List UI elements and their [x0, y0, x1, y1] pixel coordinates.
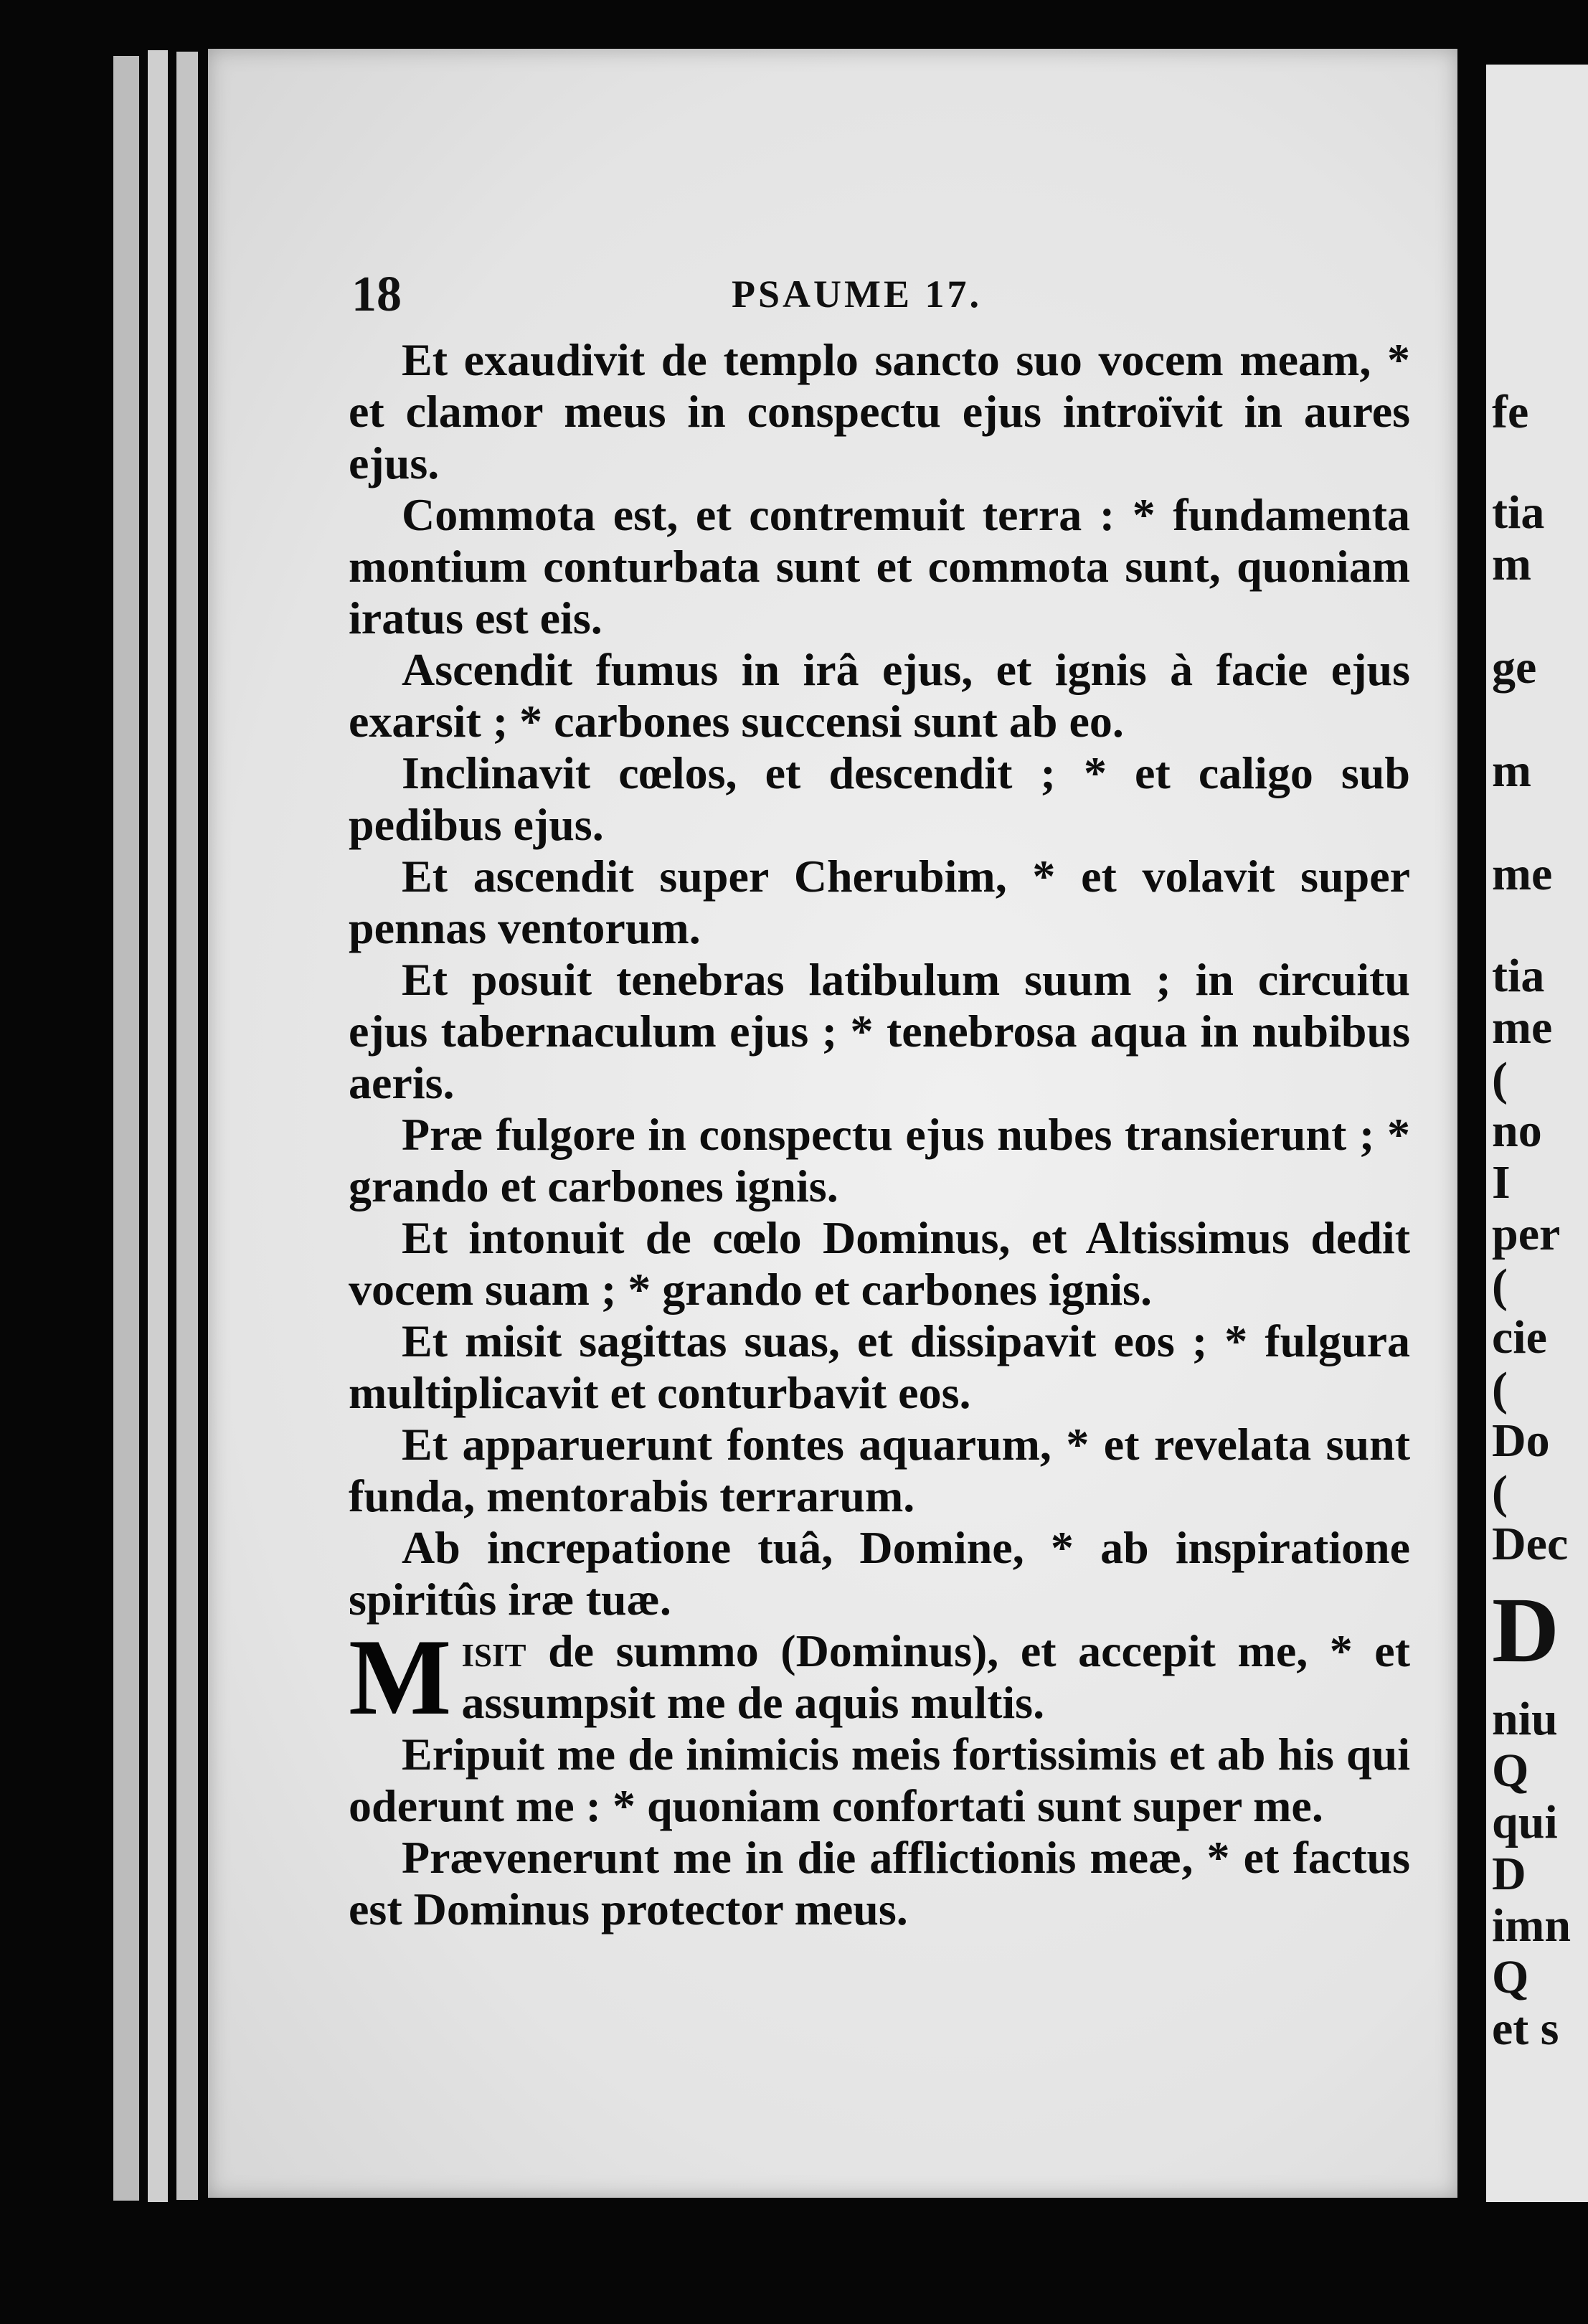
book-edge-outer: [113, 56, 139, 2201]
facing-text: qui: [1492, 1796, 1558, 1848]
facing-text: me: [1492, 848, 1553, 900]
facing-text: Q: [1492, 1951, 1529, 2003]
facing-text: fe: [1492, 386, 1529, 438]
psalm-text: [349, 334, 1410, 1935]
small-caps-word: isit: [461, 1625, 526, 1676]
facing-text: niu: [1492, 1693, 1558, 1745]
verse: Et exaudivit de templo sancto suo vocem meam, * et clamor meus in conspectu ejus introïvit in aures ejus.: [349, 334, 1410, 488]
facing-text: ge: [1492, 641, 1537, 694]
verse: Commota est, et contremuit terra : * fundamenta montium conturbata sunt et commota sunt, quoniam iratus est eis.: [349, 489, 1410, 643]
book-page: [208, 49, 1457, 2198]
verse: Et intonuit de cœlo Dominus, et Altissimus dedit vocem suam ; * grando et carbones ignis.: [349, 1212, 1410, 1315]
facing-page-fragment: [1486, 65, 1588, 2202]
facing-text: imn: [1492, 1899, 1572, 1952]
facing-text: (: [1492, 1363, 1508, 1415]
verse: Et misit sagittas suas, et dissipavit eos ; * fulgura multiplicavit et conturbavit eos.: [349, 1315, 1410, 1418]
facing-text: per: [1492, 1208, 1561, 1260]
verse-rest: de summo (Dominus), et accepit me, * et assumpsit me de aquis multis.: [461, 1625, 1410, 1728]
facing-text: tia: [1492, 486, 1545, 539]
verse: Inclinavit cœlos, et descendit ; * et caligo sub pedibus ejus.: [349, 747, 1410, 850]
facing-text: et s: [1492, 2003, 1559, 2055]
page-number: 18: [351, 267, 402, 322]
facing-text: tia: [1492, 950, 1545, 1002]
verse: Eripuit me de inimicis meis fortissimis et ab his qui oderunt me : * quoniam confortati sunt super me.: [349, 1729, 1410, 1831]
facing-text: (: [1492, 1053, 1508, 1105]
verse-with-dropcap: [349, 1617, 1410, 1737]
verse: Et ascendit super Cherubim, * et volavit super pennas ventorum.: [349, 851, 1410, 953]
facing-text: D: [1492, 1579, 1559, 1682]
book-edge-inner: [176, 52, 198, 2200]
verse: Ascendit fumus in irâ ejus, et ignis à facie ejus exarsit ; * carbones succensi sunt ab eo.: [349, 644, 1410, 747]
facing-text: me: [1492, 1001, 1553, 1054]
verse: Et apparuerunt fontes aquarum, * et revelata sunt funda, mentorabis terrarum.: [349, 1419, 1410, 1521]
page-header: [351, 253, 1399, 339]
facing-text: cie: [1492, 1311, 1547, 1364]
facing-text: (: [1492, 1466, 1508, 1518]
facing-text: Do: [1492, 1414, 1550, 1467]
verse: Præ fulgore in conspectu ejus nubes transierunt ; * grando et carbones ignis.: [349, 1109, 1410, 1211]
running-head: PSAUME 17.: [732, 273, 982, 316]
facing-text: no: [1492, 1105, 1542, 1157]
facing-text: (: [1492, 1260, 1508, 1312]
verse: Ab increpatione tuâ, Domine, * ab inspiratione spiritûs iræ tuæ.: [349, 1522, 1410, 1625]
facing-text: Q: [1492, 1744, 1529, 1797]
facing-text: I: [1492, 1156, 1511, 1209]
verse: Prævenerunt me in die afflictionis meæ, * et factus est Dominus protector meus.: [349, 1832, 1410, 1935]
facing-text: m: [1492, 538, 1531, 590]
facing-text: m: [1492, 745, 1531, 797]
drop-cap: M: [349, 1617, 452, 1737]
facing-text: Dec: [1492, 1518, 1569, 1570]
facing-text: D: [1492, 1848, 1526, 1900]
verse: Et posuit tenebras latibulum suum ; in circuitu ejus tabernaculum ejus ; * tenebrosa aqua in nubibus aeris.: [349, 954, 1410, 1108]
book-edge-mid: [148, 50, 168, 2202]
